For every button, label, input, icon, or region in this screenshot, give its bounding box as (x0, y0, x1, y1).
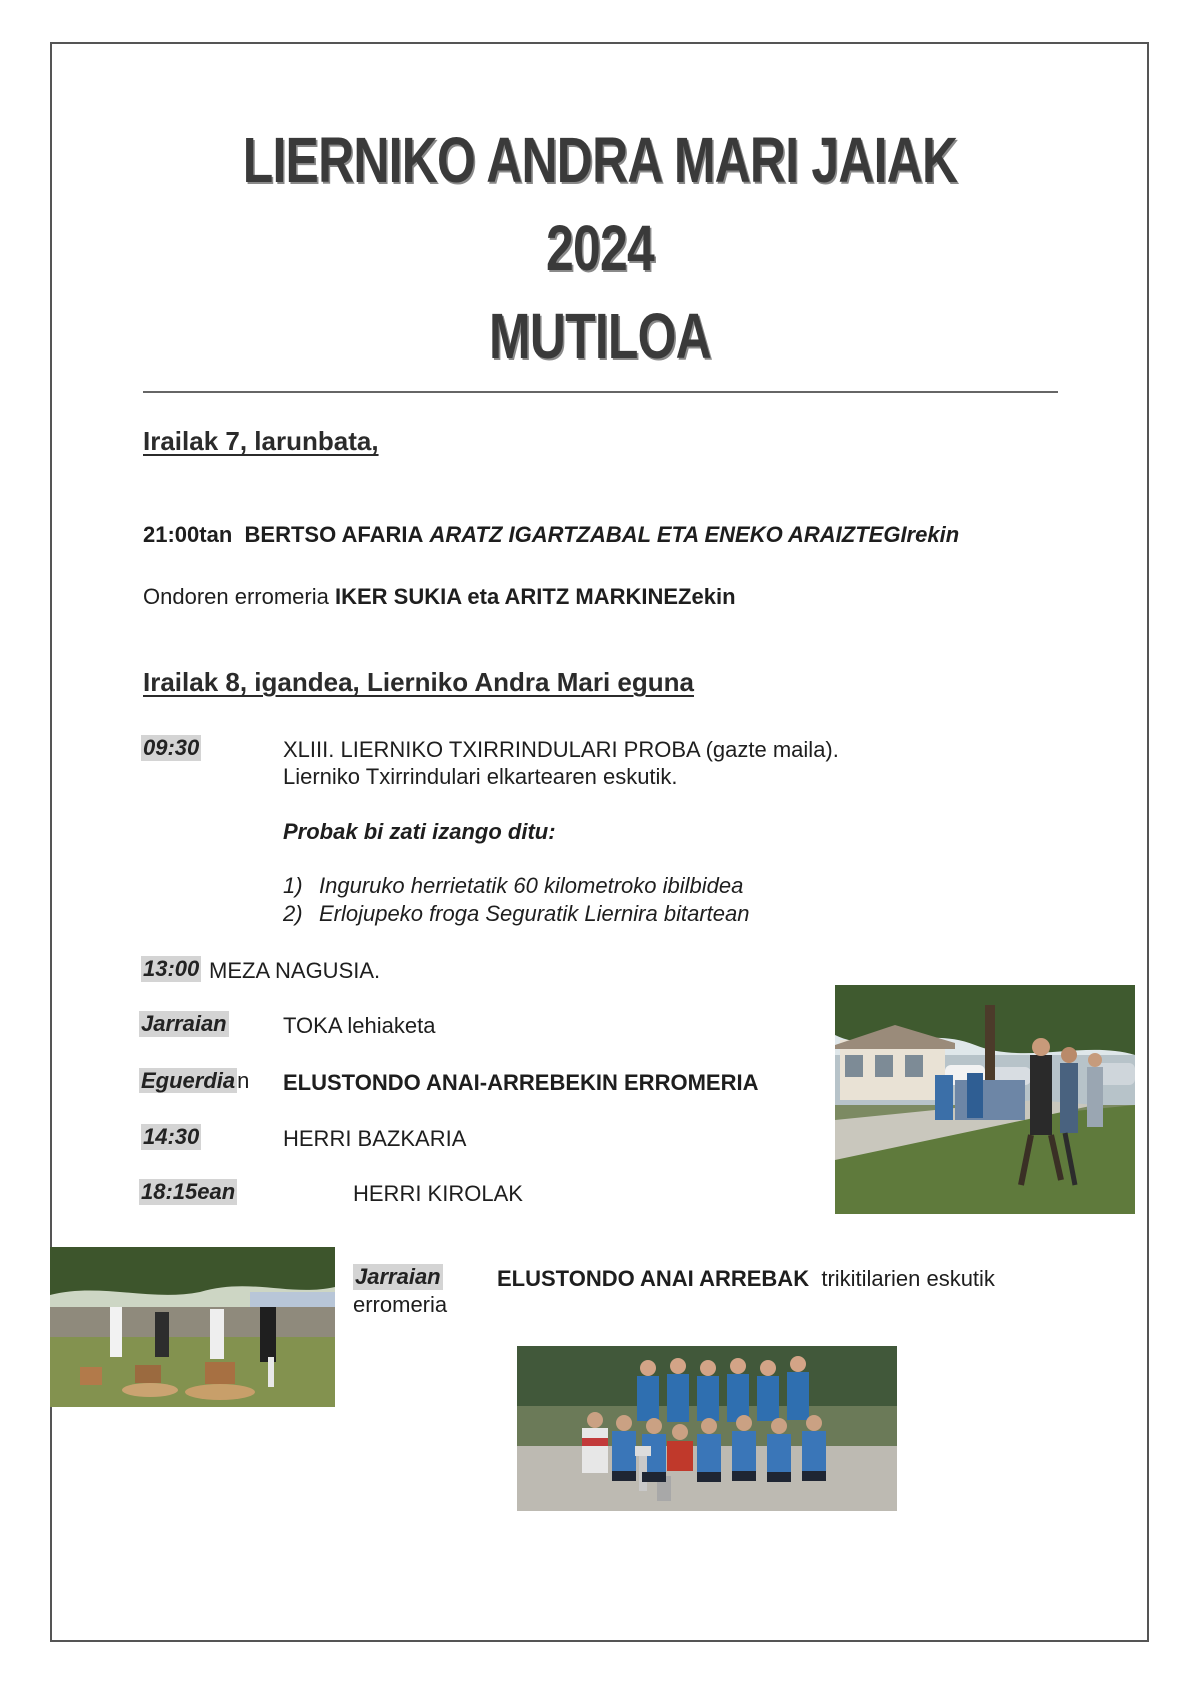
toka-text: TOKA lehiaketa (283, 1013, 436, 1038)
day1-event-bertso (143, 522, 959, 548)
noon-time (139, 1068, 249, 1094)
title-line-3: MUTILOA (489, 300, 711, 372)
lunch-time: 14:30 (143, 1124, 200, 1149)
dance-text (497, 1266, 995, 1292)
race-line-2: Lierniko Txirrindulari elkartearen eskutik. (283, 764, 678, 789)
herri-kirolak-photo (50, 1247, 335, 1407)
day2-heading: Irailak 8, igandea, Lierniko Andra Mari eguna (143, 667, 694, 697)
noon-text: ELUSTONDO ANAI-ARREBEKIN ERROMERIA (283, 1070, 759, 1095)
toka-time: Jarraian (141, 1011, 227, 1036)
event-time: 21:00tan (143, 522, 233, 547)
dance-time-sub: erromeria (353, 1292, 448, 1317)
cycling-team-photo (517, 1346, 897, 1511)
day1-heading: Irailak 7, larunbata, (143, 426, 379, 456)
event-performers: ARATZ IGARTZABAL ETA ENEKO ARAIZTEGIrekin (429, 522, 960, 547)
event-performers: IKER SUKIA eta ARITZ MARKINEZekin (335, 584, 736, 609)
title-line-2: 2024 (546, 212, 654, 284)
title-line-1: LIERNIKO ANDRA MARI JAIAK (242, 124, 958, 196)
noon-time-tail: n (237, 1068, 250, 1093)
sports-text: HERRI KIROLAK (353, 1181, 523, 1206)
event-prefix: Ondoren erromeria (143, 584, 329, 609)
toka-photo (835, 985, 1135, 1214)
race-line-1: XLIII. LIERNIKO TXIRRINDULARI PROBA (gazte maila). (283, 737, 839, 762)
lunch-text: HERRI BAZKARIA (283, 1126, 467, 1151)
event-name: BERTSO AFARIA (244, 522, 424, 547)
race-part-2: Erlojupeko froga Seguratik Liernira bitartean (319, 901, 750, 926)
sports-time: 18:15ean (141, 1179, 236, 1204)
race-part-1: Inguruko herrietatik 60 kilometroko ibilbidea (319, 873, 744, 898)
day1-event-erromeria (143, 584, 736, 610)
mass-time: 13:00 (143, 956, 200, 981)
dance-performers: ELUSTONDO ANAI ARREBAK (497, 1266, 810, 1291)
race-time: 09:30 (143, 735, 200, 760)
race-part-2-num: 2) (283, 901, 303, 926)
race-parts-heading: Probak bi zati izango ditu: (283, 819, 556, 844)
dance-suffix: trikitilarien eskutik (821, 1266, 995, 1291)
noon-time-main: Eguerdia (141, 1068, 236, 1093)
race-part-1-num: 1) (283, 873, 303, 898)
dance-time: Jarraian (355, 1264, 441, 1289)
mass-text: MEZA NAGUSIA. (209, 958, 381, 983)
header-divider (143, 391, 1058, 393)
